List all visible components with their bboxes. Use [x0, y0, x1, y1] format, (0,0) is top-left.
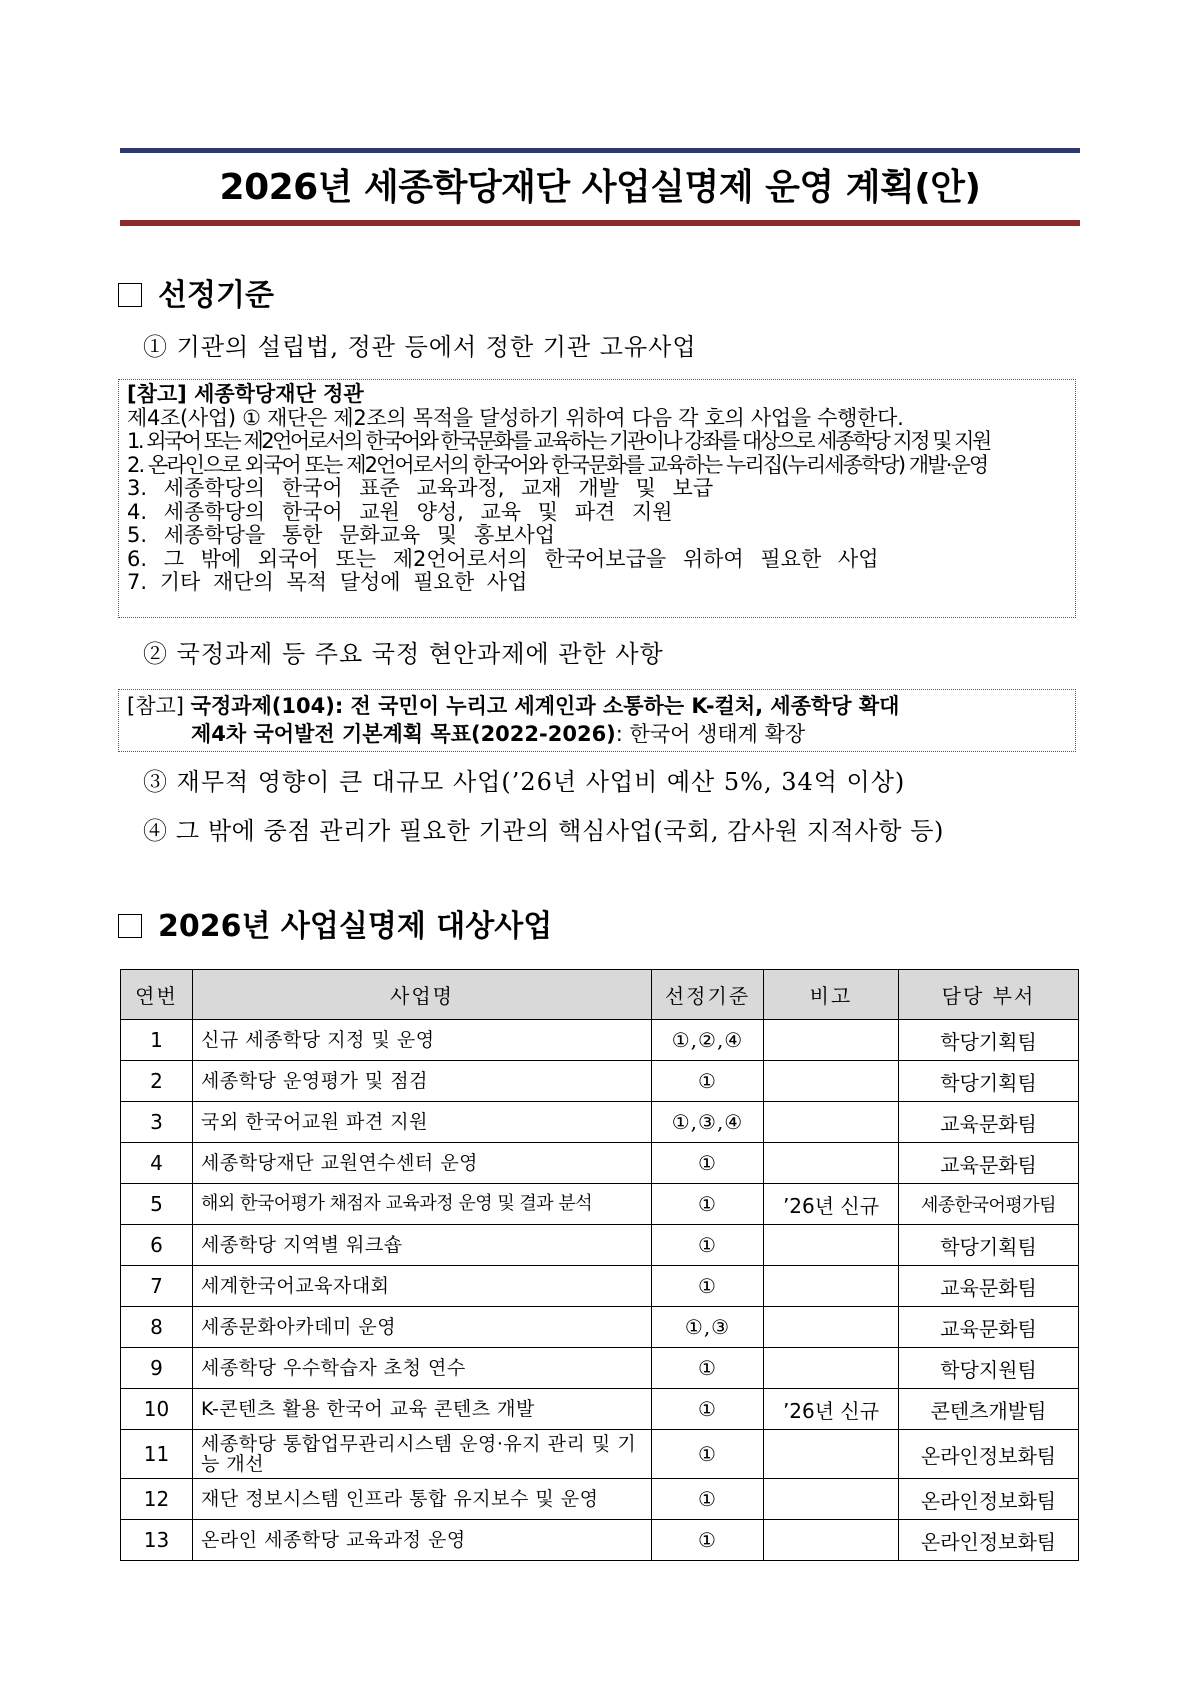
reference-box-national-tasks — [118, 689, 1076, 752]
department: 학당기획팀 — [899, 1020, 1079, 1061]
row-number: 1 — [121, 1020, 193, 1061]
reference-heading: [참고] 세종학당재단 정관 — [127, 382, 364, 406]
department: 콘텐츠개발팀 — [899, 1389, 1079, 1430]
table-row — [121, 1520, 1079, 1561]
selection-criteria: ① — [652, 1143, 764, 1184]
table-row — [121, 1184, 1079, 1225]
reference-line: 3. 세종학당의 한국어 표준 교육과정, 교재 개발 및 보급 — [127, 476, 714, 500]
column-header-department: 담당 부서 — [899, 970, 1079, 1020]
project-name: 온라인 세종학당 교육과정 운영 — [193, 1520, 652, 1561]
reference-line: 2. 온라인으로 외국어 또는 제2언어로서의 한국어와 한국문화를 교육하는 누리집(누리세종학당) 개발·운영 — [127, 452, 988, 477]
development-plan-goal: 제4차 국어발전 기본계획 목표(2022-2026) — [191, 722, 616, 746]
table-row — [121, 1225, 1079, 1266]
project-name: 세종문화아카데미 운영 — [193, 1307, 652, 1348]
note — [764, 1102, 899, 1143]
row-number: 6 — [121, 1225, 193, 1266]
section-heading-criteria — [118, 276, 274, 316]
reference-line: 7. 기타 재단의 목적 달성에 필요한 사업 — [127, 570, 528, 594]
project-name: 세종학당 우수학습자 초청 연수 — [193, 1348, 652, 1389]
note: ’26년 신규 — [764, 1389, 899, 1430]
note: ’26년 신규 — [764, 1184, 899, 1225]
table-row — [121, 1143, 1079, 1184]
table-row — [121, 1266, 1079, 1307]
project-name: 세종학당 운영평가 및 점검 — [193, 1061, 652, 1102]
row-number: 9 — [121, 1348, 193, 1389]
department: 세종한국어평가팀 — [899, 1184, 1079, 1225]
project-name: 세종학당 지역별 워크숍 — [193, 1225, 652, 1266]
column-header-number: 연번 — [121, 970, 193, 1020]
note — [764, 1520, 899, 1561]
project-name: 세계한국어교육자대회 — [193, 1266, 652, 1307]
criterion-1: ① 기관의 설립법, 정관 등에서 정한 기관 고유사업 — [143, 333, 697, 361]
selection-criteria: ①,②,④ — [652, 1020, 764, 1061]
table-header-row — [121, 970, 1079, 1020]
row-number: 4 — [121, 1143, 193, 1184]
selection-criteria: ① — [652, 1061, 764, 1102]
project-name: 국외 한국어교원 파견 지원 — [193, 1102, 652, 1143]
reference-line — [119, 692, 1075, 720]
reference-box-articles — [118, 379, 1076, 618]
row-number: 13 — [121, 1520, 193, 1561]
note — [764, 1061, 899, 1102]
selection-criteria: ①,③ — [652, 1307, 764, 1348]
department: 학당기획팀 — [899, 1061, 1079, 1102]
checkbox-square-icon — [118, 283, 142, 307]
section-heading-text: 2026년 사업실명제 대상사업 — [158, 909, 553, 944]
department: 온라인정보화팀 — [899, 1520, 1079, 1561]
department: 학당지원팀 — [899, 1348, 1079, 1389]
title-rule-top — [120, 148, 1080, 153]
table-row — [121, 1061, 1079, 1102]
row-number: 2 — [121, 1061, 193, 1102]
project-name: 해외 한국어평가 채점자 교육과정 운영 및 결과 분석 — [193, 1184, 652, 1225]
column-header-note: 비고 — [764, 970, 899, 1020]
note — [764, 1307, 899, 1348]
reference-line: 6. 그 밖에 외국어 또는 제2언어로서의 한국어보급을 위하여 필요한 사업 — [127, 546, 879, 571]
note — [764, 1348, 899, 1389]
table-row — [121, 1389, 1079, 1430]
table-row — [121, 1020, 1079, 1061]
table-row — [121, 1479, 1079, 1520]
selection-criteria: ① — [652, 1184, 764, 1225]
table-row — [121, 1307, 1079, 1348]
section-heading-targets — [118, 907, 552, 947]
reference-line: 제4조(사업) ① 재단은 제2조의 목적을 달성하기 위하여 다음 각 호의 사업을 수행한다. — [127, 405, 904, 430]
reference-line: 1. 외국어 또는 제2언어로서의 한국어와 한국문화를 교육하는 기관이나 강좌를 대상으로 세종학당 지정 및 지원 — [127, 429, 990, 453]
project-name: K-콘텐츠 활용 한국어 교육 콘텐츠 개발 — [193, 1389, 652, 1430]
row-number: 11 — [121, 1430, 193, 1479]
selection-criteria: ① — [652, 1479, 764, 1520]
row-number: 12 — [121, 1479, 193, 1520]
note — [764, 1020, 899, 1061]
criterion-4: ④ 그 밖에 중점 관리가 필요한 기관의 핵심사업(국회, 감사원 지적사항 등) — [143, 817, 944, 845]
row-number: 7 — [121, 1266, 193, 1307]
reference-line: 5. 세종학당을 통한 문화교육 및 홍보사업 — [127, 523, 555, 547]
selection-criteria: ① — [652, 1520, 764, 1561]
checkbox-square-icon — [118, 914, 142, 938]
department: 교육문화팀 — [899, 1266, 1079, 1307]
row-number: 3 — [121, 1102, 193, 1143]
row-number: 5 — [121, 1184, 193, 1225]
table-row — [121, 1102, 1079, 1143]
note — [764, 1225, 899, 1266]
department: 교육문화팀 — [899, 1143, 1079, 1184]
note — [764, 1266, 899, 1307]
row-number: 10 — [121, 1389, 193, 1430]
note — [764, 1143, 899, 1184]
row-number: 8 — [121, 1307, 193, 1348]
department: 교육문화팀 — [899, 1307, 1079, 1348]
note — [764, 1430, 899, 1479]
section-heading-text: 선정기준 — [158, 278, 274, 313]
reference-label: [참고] — [127, 694, 184, 718]
reference-line: 4. 세종학당의 한국어 교원 양성, 교육 및 파견 지원 — [127, 499, 673, 524]
national-task-line: 국정과제(104): 전 국민이 누리고 세계인과 소통하는 K-컬처, 세종학당 확대 — [190, 694, 900, 718]
department: 온라인정보화팀 — [899, 1430, 1079, 1479]
department: 교육문화팀 — [899, 1102, 1079, 1143]
selection-criteria: ① — [652, 1266, 764, 1307]
note — [764, 1479, 899, 1520]
selection-criteria: ①,③,④ — [652, 1102, 764, 1143]
selection-criteria: ① — [652, 1389, 764, 1430]
table-row — [121, 1348, 1079, 1389]
development-plan-detail: : 한국어 생태계 확장 — [615, 722, 806, 746]
department: 학당기획팀 — [899, 1225, 1079, 1266]
project-name: 재단 정보시스템 인프라 통합 유지보수 및 운영 — [193, 1479, 652, 1520]
reference-line — [119, 720, 1075, 748]
criterion-2: ② 국정과제 등 주요 국정 현안과제에 관한 사항 — [143, 640, 664, 668]
department: 온라인정보화팀 — [899, 1479, 1079, 1520]
page-title: 2026년 세종학당재단 사업실명제 운영 계획(안) — [219, 167, 981, 208]
column-header-criteria: 선정기준 — [652, 970, 764, 1020]
project-name: 세종학당 통합업무관리시스템 운영·유지 관리 및 기능 개선 — [193, 1430, 652, 1479]
project-name: 세종학당재단 교원연수센터 운영 — [193, 1143, 652, 1184]
table-row — [121, 1430, 1079, 1479]
column-header-project: 사업명 — [193, 970, 652, 1020]
criterion-3: ③ 재무적 영향이 큰 대규모 사업(’26년 사업비 예산 5%, 34억 이상) — [143, 768, 906, 796]
selection-criteria: ① — [652, 1348, 764, 1389]
project-name: 신규 세종학당 지정 및 운영 — [193, 1020, 652, 1061]
selection-criteria: ① — [652, 1430, 764, 1479]
title-rule-bottom — [120, 220, 1080, 226]
target-projects-table — [120, 969, 1079, 1561]
selection-criteria: ① — [652, 1225, 764, 1266]
